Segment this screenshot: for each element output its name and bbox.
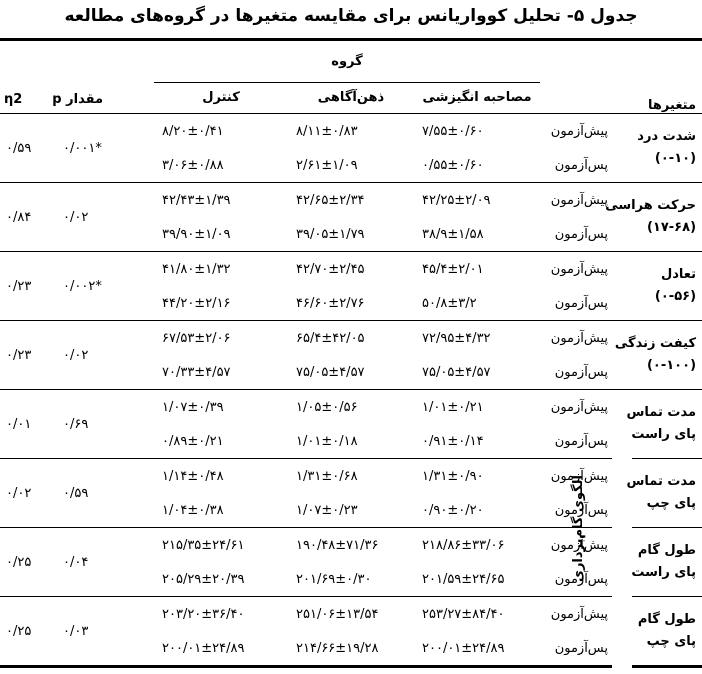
cell-empty [103, 114, 154, 183]
time-pre: پیش‌آزمون [550, 330, 608, 346]
cell-value: ۲۱۴/۶۶±۱۹/۲۸ [288, 631, 414, 667]
header-mindfulness: ذهن‌آگاهی [288, 82, 414, 113]
cell-p: ۰/۰۴ [57, 528, 103, 597]
time-pre: پیش‌آزمون [550, 606, 608, 622]
variable-pain: شدت درد (۰-۱۰) [612, 114, 702, 183]
gait-pattern-label: الگوی گام‌برداری [571, 474, 587, 582]
cell-eta: ۰/۲۳ [0, 321, 57, 390]
cell-p: ۰/۵۹ [57, 459, 103, 528]
cell-value: ۴۶/۶۰±۲/۷۶ [288, 286, 414, 321]
header-motivational: مصاحبه انگیزشی [414, 82, 540, 113]
time-pre: پیش‌آزمون [550, 192, 608, 208]
cell-empty [103, 459, 154, 528]
cell-value: ۴۲/۲۵±۲/۰۹ [422, 192, 491, 208]
cell-value: ۲۰۰/۰۱±۲۴/۸۹ [414, 631, 540, 667]
cell-value: ۴۴/۲۰±۲/۱۶ [154, 286, 288, 321]
cell-value: ۲۰۱/۶۹±۰/۳۰ [288, 562, 414, 597]
cell-p: ۰/۰۲ [57, 321, 103, 390]
cell-value: ۰/۹۱±۰/۱۴ [414, 424, 540, 459]
header-time [540, 40, 612, 114]
cell-empty [103, 252, 154, 321]
cell-value: ۱/۰۱±۰/۲۱ [422, 399, 484, 415]
cell-value: ۱/۰۵±۰/۵۶ [296, 399, 358, 415]
cell-eta: ۰/۰۲ [0, 459, 57, 528]
cell-value: ۸/۱۱±۰/۸۳ [296, 123, 358, 139]
cell-value: ۰/۸۹±۰/۲۱ [154, 424, 288, 459]
cell-value: ۰/۹۰±۰/۲۰ [414, 493, 540, 528]
cell-eta: ۰/۲۳ [0, 252, 57, 321]
cell-value: ۰/۵۵±۰/۶۰ [414, 148, 540, 183]
time-pre: پیش‌آزمون [550, 468, 608, 484]
cell-value: ۳۹/۹۰±۱/۰۹ [154, 217, 288, 252]
cell-eta: ۰/۰۱ [0, 390, 57, 459]
variable-kinesiophobia: حرکت هراسی (۱۷-۶۸) [612, 183, 702, 252]
time-post: پس‌آزمون [540, 562, 612, 597]
cell-value: ۴۲/۴۳±۱/۳۹ [162, 192, 231, 208]
cell-value: ۱۹۰/۴۸±۷۱/۳۶ [296, 537, 379, 553]
cell-eta: ۰/۵۹ [0, 114, 57, 183]
cell-value: ۱/۰۴±۰/۳۸ [154, 493, 288, 528]
cell-value: ۲۰۵/۲۹±۲۰/۳۹ [154, 562, 288, 597]
cell-p: ۰/۶۹ [57, 390, 103, 459]
cell-value: ۲۰۰/۰۱±۲۴/۸۹ [154, 631, 288, 667]
cell-value: ۶۵/۴±۴۲/۰۵ [296, 330, 365, 346]
cell-p: *۰/۰۰۱ [57, 114, 103, 183]
cell-value: ۴۱/۸۰±۱/۳۲ [162, 261, 231, 277]
cell-empty [103, 183, 154, 252]
cell-value: ۷۵/۰۵±۴/۵۷ [288, 355, 414, 390]
cell-value: ۷۲/۹۵±۴/۳۲ [422, 330, 491, 346]
cell-value: ۷۵/۰۵±۴/۵۷ [414, 355, 540, 390]
cell-value: ۱/۰۷±۰/۳۹ [162, 399, 224, 415]
header-variables: متغیرها [612, 40, 702, 114]
cell-empty [103, 390, 154, 459]
cell-p: ۰/۰۳ [57, 597, 103, 667]
cell-eta: ۰/۲۵ [0, 597, 57, 667]
cell-value: ۲۵۳/۲۷±۸۴/۴۰ [422, 606, 505, 622]
time-post: پس‌آزمون [540, 493, 612, 528]
time-pre: پیش‌آزمون [550, 261, 608, 277]
time-post: پس‌آزمون [540, 286, 612, 321]
cell-p: ۰/۰۲ [57, 183, 103, 252]
cell-value: ۱/۰۱±۰/۱۸ [288, 424, 414, 459]
cell-value: ۲/۶۱±۱/۰۹ [288, 148, 414, 183]
time-post: پس‌آزمون [540, 148, 612, 183]
cell-value: ۶۷/۵۳±۲/۰۶ [162, 330, 231, 346]
cell-value: ۷۰/۳۳±۴/۵۷ [154, 355, 288, 390]
cell-empty [103, 528, 154, 597]
cell-value: ۳/۰۶±۰/۸۸ [154, 148, 288, 183]
cell-value: ۳۸/۹±۱/۵۸ [414, 217, 540, 252]
variable-contact-time-left: مدت تماس پای چپ [632, 459, 702, 528]
header-empty [103, 40, 154, 114]
time-pre: پیش‌آزمون [550, 537, 608, 553]
cell-eta: ۰/۲۵ [0, 528, 57, 597]
cell-value: ۲۰۳/۲۰±۳۶/۴۰ [162, 606, 245, 622]
time-post: پس‌آزمون [540, 217, 612, 252]
cell-p: *۰/۰۰۲ [57, 252, 103, 321]
cell-value: ۸/۲۰±۰/۴۱ [162, 123, 224, 139]
cell-value: ۲۰۱/۵۹±۲۴/۶۵ [414, 562, 540, 597]
cell-value: ۲۱۵/۳۵±۲۴/۶۱ [162, 537, 245, 553]
time-pre: پیش‌آزمون [550, 123, 608, 139]
cell-value: ۵۰/۸±۳/۲ [414, 286, 540, 321]
cell-value: ۴۵/۴±۲/۰۱ [422, 261, 484, 277]
time-post: پس‌آزمون [540, 631, 612, 667]
cell-value: ۲۵۱/۰۶±۱۳/۵۴ [296, 606, 379, 622]
variable-quality-of-life: کیفت زندگی (۰-۱۰۰) [612, 321, 702, 390]
cell-value: ۳۹/۰۵±۱/۷۹ [288, 217, 414, 252]
table-title: جدول ۵- تحلیل کوواریانس برای مقایسه متغیرها در گروه‌های مطالعه [64, 6, 638, 26]
header-control: کنترل [154, 82, 288, 113]
ancova-table [0, 38, 702, 668]
cell-value: ۱/۳۱±۰/۹۰ [422, 468, 484, 484]
cell-value: ۱/۰۷±۰/۲۳ [288, 493, 414, 528]
cell-empty [103, 321, 154, 390]
cell-empty [103, 597, 154, 667]
variable-step-length-left: طول گام پای چپ [632, 597, 702, 667]
cell-value: ۱/۱۴±۰/۴۸ [162, 468, 224, 484]
variable-step-length-right: طول گام پای راست [632, 528, 702, 597]
cell-value: ۷/۵۵±۰/۶۰ [422, 123, 484, 139]
cell-value: ۴۲/۷۰±۲/۴۵ [296, 261, 365, 277]
time-post: پس‌آزمون [540, 424, 612, 459]
cell-value: ۴۲/۶۵±۲/۳۴ [296, 192, 365, 208]
variable-balance: تعادل (۰-۵۶) [612, 252, 702, 321]
header-eta: η2 [0, 40, 57, 114]
header-group: گروه [154, 40, 540, 83]
time-pre: پیش‌آزمون [550, 399, 608, 415]
cell-eta: ۰/۸۴ [0, 183, 57, 252]
time-post: پس‌آزمون [540, 355, 612, 390]
cell-value: ۱/۳۱±۰/۶۸ [296, 468, 358, 484]
header-p-value: مقدار p [57, 40, 103, 114]
cell-value: ۲۱۸/۸۶±۳۳/۰۶ [422, 537, 505, 553]
variable-contact-time-right: مدت تماس پای راست [632, 390, 702, 459]
